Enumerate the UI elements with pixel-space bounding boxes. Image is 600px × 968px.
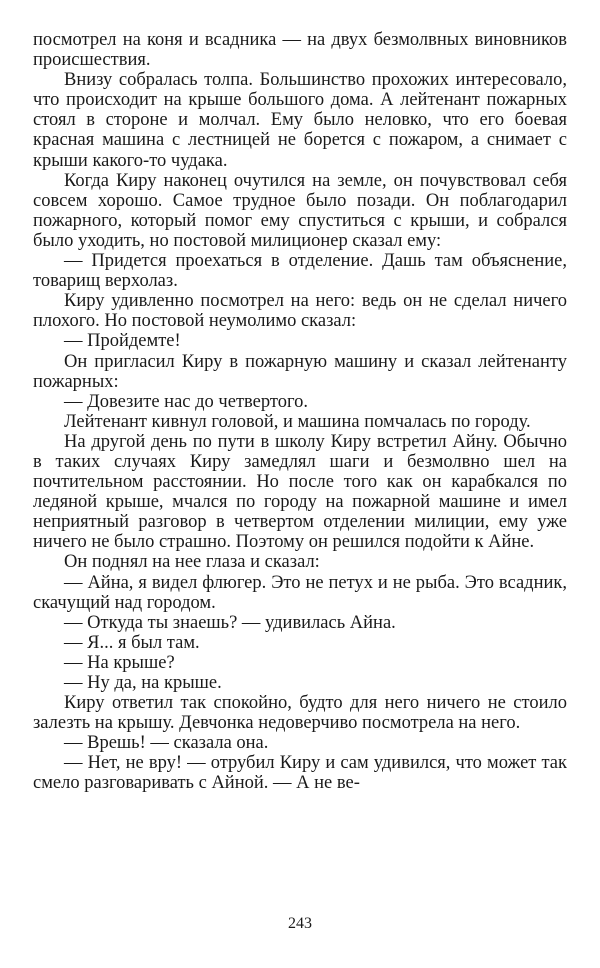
paragraph: Он поднял на нее глаза и сказал:: [64, 552, 320, 573]
paragraph: — Довезите нас до четвертого.: [64, 391, 308, 412]
paragraph: Внизу собралась толпа. Большинство прохожих интересовало, что происходит на крыше большого дома. А лейтенант пожарных стоял в стороне и молчал. Ему было неловко, что его боевая красная машина с лестницей не борется с пожаром, а снимает с крыши какого-то чудака.: [33, 70, 567, 171]
paragraph: — Откуда ты знаешь? — удивилась Айна.: [64, 612, 396, 633]
paragraph: — Пройдемте!: [64, 331, 181, 352]
paragraph: На другой день по пути в школу Киру встретил Айну. Обычно в таких случаях Киру замедлял шаги и безмолвно шел на почтительном расстоянии. Но после того как он карабкался по ледяной крыше, мчался по городу на пожарной машине и имел неприятный разговор в четвертом отделении милиции, ему уже ничего не было страшно. Поэтому он решился подойти к Айне.: [33, 431, 567, 553]
paragraph: — Ну да, на крыше.: [64, 673, 222, 693]
paragraph: — Врешь! — сказала она.: [64, 733, 269, 754]
paragraph: Он пригласил Киру в пожарную машину и сказал лейтенанту пожарных:: [33, 351, 567, 392]
paragraph: Лейтенант кивнул головой, и машина помчалась по городу.: [64, 411, 531, 432]
page-body: [33, 30, 567, 794]
paragraph: Когда Киру наконец очутился на земле, он почувствовал себя совсем хорошо. Самое трудное было позади. Он поблагодарил пожарного, который помог ему спуститься с крыши, и собрался было уходить, но постовой милиционер сказал ему:: [33, 170, 567, 251]
paragraph: Киру ответил так спокойно, будто для него ничего не стоило залезть на крышу. Девчонка недоверчиво посмотрела на него.: [33, 693, 567, 734]
paragraph: — Айна, я видел флюгер. Это не петух и не рыба. Это всадник, скачущий над городом.: [33, 572, 567, 613]
paragraph: Киру удивленно посмотрел на него: ведь он не сделал ничего плохого. Но постовой неумолимо сказал:: [33, 291, 567, 332]
paragraph: — Придется проехаться в отделение. Дашь там объяснение, товарищ верхолаз.: [33, 251, 567, 292]
paragraph: — Я... я был там.: [64, 632, 200, 653]
paragraph: — Нет, не вру! — отрубил Киру и сам удивился, что может так смело разговаривать с Айной. — А не ве-: [33, 753, 567, 794]
paragraph: посмотрел на коня и всадника — на двух безмолвных виновников происшествия.: [33, 30, 567, 71]
page-number: 243: [288, 915, 312, 932]
paragraph: — На крыше?: [64, 652, 175, 673]
